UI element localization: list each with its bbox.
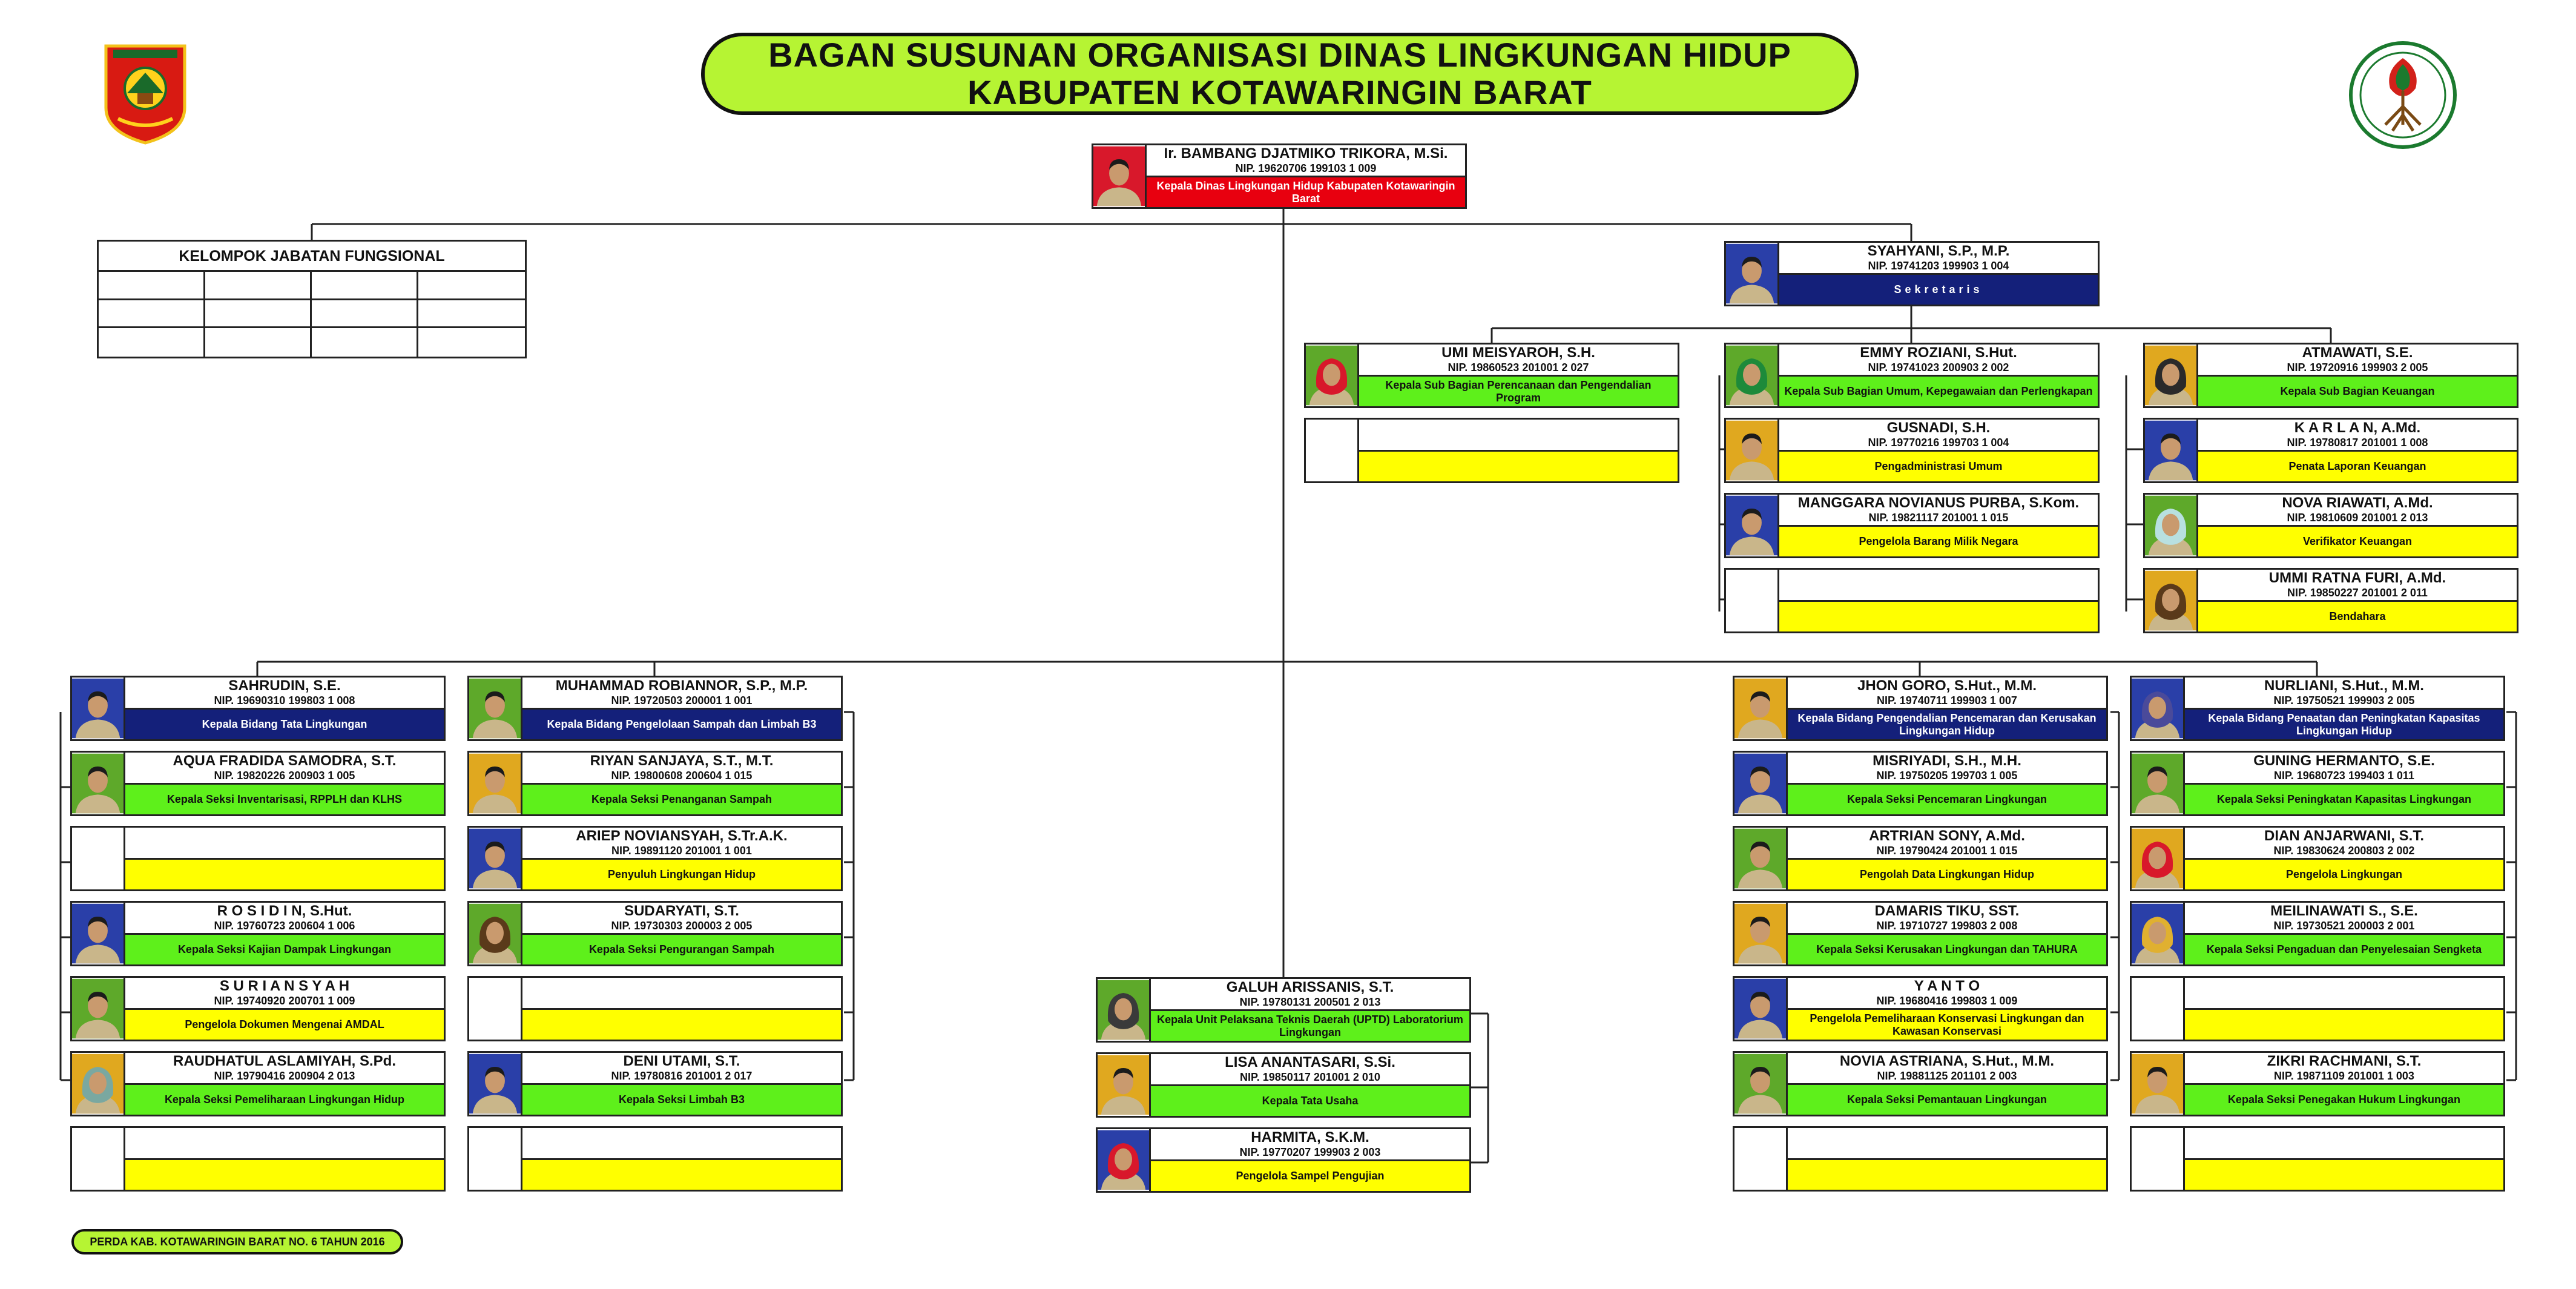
staff-name: LISA ANANTASARI, S.Si.	[1225, 1054, 1395, 1070]
staff-card	[1724, 343, 2100, 408]
staff-nip: NIP. 19780817 201001 1 008	[2287, 437, 2428, 449]
staff-nip	[1779, 586, 2098, 599]
staff-name: Ir. BAMBANG DJATMIKO TRIKORA, M.Si.	[1164, 145, 1448, 161]
staff-photo	[1093, 145, 1147, 207]
staff-role: Penata Laporan Keuangan	[2198, 450, 2517, 481]
fungsional-cell	[99, 328, 205, 357]
staff-photo	[1734, 903, 1788, 964]
staff-name	[1779, 570, 2098, 585]
staff-nip: NIP. 19710727 199803 2 008	[1876, 920, 2018, 932]
staff-role	[1788, 1158, 2106, 1190]
chart-title-line2: KABUPATEN KOTAWARINGIN BARAT	[967, 73, 1592, 111]
staff-name	[2185, 978, 2503, 994]
chart-title-banner	[701, 33, 1859, 115]
staff-nip	[125, 1144, 444, 1158]
staff-nip	[1359, 436, 1678, 449]
staff-role: Pengelola Pemeliharaan Konservasi Lingkungan dan Kawasan Konservasi	[1788, 1008, 2106, 1040]
staff-card	[467, 826, 843, 891]
staff-role: Kepala Seksi Kerusakan Lingkungan dan TAHURA	[1788, 933, 2106, 964]
staff-role: Pengelola Lingkungan	[2185, 858, 2503, 889]
staff-photo	[1734, 978, 1788, 1040]
staff-nip: NIP. 19820226 200903 1 005	[214, 770, 355, 782]
fungsional-cell	[99, 300, 205, 329]
staff-nip: NIP. 19790416 200904 2 013	[214, 1070, 355, 1082]
staff-name: SAHRUDIN, S.E.	[228, 677, 341, 693]
staff-card	[1096, 1127, 1471, 1193]
staff-nip: NIP. 19741023 200903 2 002	[1868, 361, 2009, 374]
staff-name: RAUDHATUL ASLAMIYAH, S.Pd.	[173, 1053, 396, 1069]
staff-name: DENI UTAMI, S.T.	[623, 1053, 740, 1069]
staff-name: GUSNADI, S.H.	[1886, 420, 1991, 435]
staff-role: Pengelola Sampel Pengujian	[1151, 1159, 1469, 1191]
staff-photo	[2145, 420, 2198, 481]
staff-nip	[522, 1144, 841, 1158]
staff-card	[1733, 826, 2108, 891]
staff-name: MISRIYADI, S.H., M.H.	[1873, 753, 2021, 768]
staff-nip: NIP. 19690310 199803 1 008	[214, 694, 355, 707]
staff-name: JHON GORO, S.Hut., M.M.	[1857, 677, 2037, 693]
staff-role: Pengolah Data Lingkungan Hidup	[1788, 858, 2106, 889]
vacant-position-card	[70, 1126, 446, 1192]
vacant-position-card	[467, 1126, 843, 1192]
staff-name	[125, 828, 444, 843]
chart-title-line1: BAGAN SUSUNAN ORGANISASI DINAS LINGKUNGAN HIDUP	[768, 36, 1791, 74]
staff-name: MUHAMMAD ROBIANNOR, S.P., M.P.	[555, 677, 808, 693]
staff-card	[1733, 751, 2108, 816]
fungsional-title: KELOMPOK JABATAN FUNGSIONAL	[99, 242, 525, 272]
staff-role	[2185, 1008, 2503, 1040]
staff-nip: NIP. 19750521 199903 2 005	[2273, 694, 2415, 707]
staff-role	[1779, 600, 2098, 631]
lingkungan-hidup-emblem-logo	[2348, 40, 2458, 150]
staff-name: UMMI RATNA FURI, A.Md.	[2268, 570, 2446, 585]
staff-card	[467, 901, 843, 966]
staff-nip: NIP. 19891120 201001 1 001	[611, 845, 752, 857]
staff-role: Kepala Bidang Penaatan dan Peningkatan Kapasitas Lingkungan Hidup	[2185, 708, 2503, 739]
staff-role: Kepala Seksi Pencemaran Lingkungan	[1788, 783, 2106, 814]
staff-photo	[1306, 420, 1359, 481]
staff-name	[522, 1128, 841, 1144]
staff-card	[2130, 901, 2505, 966]
staff-nip: NIP. 19830624 200803 2 002	[2273, 845, 2415, 857]
staff-photo	[1098, 1054, 1151, 1116]
staff-name: ZIKRI RACHMANI, S.T.	[2267, 1053, 2422, 1069]
staff-photo	[1726, 495, 1779, 556]
staff-card	[467, 1051, 843, 1116]
staff-photo	[1734, 1053, 1788, 1115]
staff-card	[70, 901, 446, 966]
staff-name: R O S I D I N, S.Hut.	[217, 903, 352, 918]
staff-role: Kepala Sub Bagian Perencanaan dan Pengendalian Program	[1359, 375, 1678, 406]
staff-role: Kepala Seksi Pemantauan Lingkungan	[1788, 1083, 2106, 1115]
staff-name: SYAHYANI, S.P., M.P.	[1867, 243, 2010, 259]
staff-card	[1733, 676, 2108, 741]
fungsional-cell	[205, 328, 312, 357]
staff-photo	[469, 1053, 522, 1115]
staff-photo	[2145, 570, 2198, 631]
staff-role: Kepala Tata Usaha	[1151, 1084, 1469, 1116]
staff-photo	[469, 828, 522, 889]
staff-nip: NIP. 19770207 199903 2 003	[1239, 1146, 1381, 1158]
fungsional-cell	[418, 272, 525, 300]
staff-card	[1733, 1051, 2108, 1116]
staff-role: Bendahara	[2198, 600, 2517, 631]
staff-card	[2130, 826, 2505, 891]
staff-nip	[522, 994, 841, 1007]
staff-role: Sekretaris	[1779, 273, 2098, 305]
staff-role: Pengelola Dokumen Mengenai AMDAL	[125, 1008, 444, 1040]
staff-card	[2143, 493, 2518, 558]
staff-role: Kepala Seksi Kajian Dampak Lingkungan	[125, 933, 444, 964]
vacant-position-card	[2130, 976, 2505, 1041]
staff-name: GALUH ARISSANIS, S.T.	[1226, 979, 1394, 995]
staff-nip: NIP. 19720916 199903 2 005	[2287, 361, 2428, 374]
staff-name	[1788, 1128, 2106, 1144]
staff-name: Y A N T O	[1914, 978, 1980, 994]
staff-nip: NIP. 19620706 199103 1 009	[1235, 162, 1377, 174]
staff-card	[1096, 1052, 1471, 1118]
staff-role: Kepala Dinas Lingkungan Hidup Kabupaten Kotawaringin Barat	[1147, 176, 1465, 207]
staff-role	[125, 1158, 444, 1190]
staff-role	[2185, 1158, 2503, 1190]
staff-nip	[125, 844, 444, 857]
staff-photo	[1734, 1128, 1788, 1190]
kabupaten-emblem-logo	[100, 41, 191, 145]
staff-role: Kepala Seksi Limbah B3	[522, 1083, 841, 1115]
staff-card	[467, 751, 843, 816]
staff-nip: NIP. 19740711 199903 1 007	[1877, 694, 2017, 707]
staff-nip: NIP. 19780131 200501 2 013	[1239, 996, 1381, 1008]
staff-nip: NIP. 19770216 199703 1 004	[1868, 437, 2009, 449]
staff-card	[1304, 343, 1679, 408]
staff-photo	[2132, 677, 2185, 739]
staff-name: DAMARIS TIKU, SST.	[1874, 903, 2020, 918]
vacant-position-card	[1724, 568, 2100, 633]
staff-photo	[1734, 828, 1788, 889]
staff-role	[1359, 450, 1678, 481]
staff-photo	[2132, 1053, 2185, 1115]
staff-card	[1733, 976, 2108, 1041]
staff-photo	[2132, 1128, 2185, 1190]
staff-photo	[2145, 345, 2198, 406]
fungsional-cell	[312, 328, 418, 357]
staff-role: Kepala Seksi Penanganan Sampah	[522, 783, 841, 814]
staff-nip: NIP. 19730303 200003 2 005	[611, 920, 753, 932]
staff-card	[70, 751, 446, 816]
staff-name: ARIEP NOVIANSYAH, S.Tr.A.K.	[576, 828, 788, 843]
staff-photo	[72, 1053, 125, 1115]
staff-name: GUNING HERMANTO, S.E.	[2253, 753, 2435, 768]
staff-photo	[2132, 828, 2185, 889]
staff-name: SUDARYATI, S.T.	[624, 903, 739, 918]
staff-role: Kepala Sub Bagian Keuangan	[2198, 375, 2517, 406]
staff-name: HARMITA, S.K.M.	[1251, 1129, 1369, 1145]
staff-nip: NIP. 19741203 199903 1 004	[1868, 260, 2009, 272]
staff-name: DIAN ANJARWANI, S.T.	[2264, 828, 2425, 843]
staff-photo	[1306, 345, 1359, 406]
staff-nip: NIP. 19860523 201001 2 027	[1448, 361, 1589, 374]
fungsional-cell	[312, 272, 418, 300]
staff-name: EMMY ROZIANI, S.Hut.	[1860, 345, 2017, 360]
staff-photo	[1726, 570, 1779, 631]
staff-name: MEILINAWATI S., S.E.	[2270, 903, 2418, 918]
staff-nip: NIP. 19720503 200001 1 001	[611, 694, 753, 707]
staff-photo	[2132, 753, 2185, 814]
staff-photo	[1734, 677, 1788, 739]
staff-photo	[469, 1128, 522, 1190]
staff-photo	[72, 828, 125, 889]
staff-photo	[72, 903, 125, 964]
vacant-position-card	[1304, 418, 1679, 483]
staff-role: Kepala Seksi Inventarisasi, RPPLH dan KLHS	[125, 783, 444, 814]
staff-name: ARTRIAN SONY, A.Md.	[1869, 828, 2025, 843]
staff-card	[1724, 493, 2100, 558]
staff-card	[467, 676, 843, 741]
staff-name: S U R I A N S Y A H	[219, 978, 350, 994]
staff-role	[522, 1158, 841, 1190]
staff-photo	[1726, 345, 1779, 406]
staff-card	[70, 1051, 446, 1116]
staff-card	[70, 676, 446, 741]
staff-card	[1724, 418, 2100, 483]
staff-photo	[469, 978, 522, 1040]
staff-photo	[1726, 243, 1779, 305]
staff-name: K A R L A N, A.Md.	[2294, 420, 2421, 435]
staff-photo	[72, 978, 125, 1040]
staff-role: Kepala Seksi Penegakan Hukum Lingkungan	[2185, 1083, 2503, 1115]
fungsional-cell	[205, 300, 312, 329]
fungsional-cell	[205, 272, 312, 300]
staff-card	[2130, 676, 2505, 741]
staff-photo	[469, 903, 522, 964]
staff-role: Verifikator Keuangan	[2198, 525, 2517, 556]
staff-nip: NIP. 19810609 201001 2 013	[2287, 512, 2428, 524]
staff-nip	[1788, 1144, 2106, 1158]
staff-role: Pengadministrasi Umum	[1779, 450, 2098, 481]
staff-photo	[1734, 753, 1788, 814]
staff-name	[522, 978, 841, 994]
staff-nip: NIP. 19750205 199703 1 005	[1876, 770, 2018, 782]
staff-role: Pengelola Barang Milik Negara	[1779, 525, 2098, 556]
staff-photo	[1726, 420, 1779, 481]
staff-nip: NIP. 19881125 201101 2 003	[1877, 1070, 2017, 1082]
staff-nip: NIP. 19740920 200701 1 009	[214, 995, 355, 1007]
staff-card	[2143, 568, 2518, 633]
staff-name: MANGGARA NOVIANUS PURBA, S.Kom.	[1797, 495, 2080, 510]
staff-name: UMI MEISYAROH, S.H.	[1441, 345, 1595, 360]
staff-photo	[2145, 495, 2198, 556]
staff-role: Kepala Bidang Pengelolaan Sampah dan Limbah B3	[522, 708, 841, 739]
fungsional-cell	[312, 300, 418, 329]
vacant-position-card	[467, 976, 843, 1041]
staff-name	[2185, 1128, 2503, 1144]
vacant-position-card	[70, 826, 446, 891]
staff-role	[522, 1008, 841, 1040]
staff-photo	[72, 1128, 125, 1190]
kelompok-jabatan-fungsional-table	[97, 240, 527, 358]
staff-card	[1724, 241, 2100, 306]
staff-photo	[2132, 978, 2185, 1040]
staff-nip: NIP. 19680723 199403 1 011	[2274, 770, 2414, 782]
staff-nip: NIP. 19871109 201001 1 003	[2274, 1070, 2414, 1082]
staff-nip	[2185, 994, 2503, 1007]
fungsional-cell	[99, 272, 205, 300]
staff-nip: NIP. 19680416 199803 1 009	[1876, 995, 2018, 1007]
perda-footer-note: PERDA KAB. KOTAWARINGIN BARAT NO. 6 TAHUN 2016	[71, 1229, 403, 1254]
staff-card	[2143, 343, 2518, 408]
staff-role: Kepala Bidang Pengendalian Pencemaran dan Kerusakan Lingkungan Hidup	[1788, 708, 2106, 739]
staff-name: NOVIA ASTRIANA, S.Hut., M.M.	[1839, 1053, 2055, 1069]
staff-nip	[2185, 1144, 2503, 1158]
staff-name: NOVA RIAWATI, A.Md.	[2282, 495, 2433, 510]
staff-role: Kepala Seksi Pengurangan Sampah	[522, 933, 841, 964]
staff-card	[1096, 977, 1471, 1043]
staff-role: Kepala Sub Bagian Umum, Kepegawaian dan Perlengkapan	[1779, 375, 2098, 406]
fungsional-cell	[418, 328, 525, 357]
staff-nip: NIP. 19850227 201001 2 011	[2287, 587, 2428, 599]
staff-photo	[2132, 903, 2185, 964]
staff-name	[1359, 420, 1678, 435]
staff-photo	[72, 677, 125, 739]
staff-nip: NIP. 19760723 200604 1 006	[214, 920, 355, 932]
staff-card	[2130, 751, 2505, 816]
staff-card	[70, 976, 446, 1041]
staff-name	[125, 1128, 444, 1144]
staff-nip: NIP. 19790424 201001 1 015	[1876, 845, 2018, 857]
staff-role	[125, 858, 444, 889]
staff-role: Kepala Seksi Pengaduan dan Penyelesaian Sengketa	[2185, 933, 2503, 964]
staff-role: Kepala Unit Pelaksana Teknis Daerah (UPTD) Laboratorium Lingkungan	[1151, 1009, 1469, 1041]
staff-role: Kepala Bidang Tata Lingkungan	[125, 708, 444, 739]
staff-photo	[469, 753, 522, 814]
staff-nip: NIP. 19780816 201001 2 017	[611, 1070, 753, 1082]
staff-card	[1092, 143, 1467, 209]
vacant-position-card	[2130, 1126, 2505, 1192]
staff-photo	[469, 677, 522, 739]
staff-card	[1733, 901, 2108, 966]
staff-card	[2143, 418, 2518, 483]
staff-card	[2130, 1051, 2505, 1116]
staff-photo	[72, 753, 125, 814]
staff-name: AQUA FRADIDA SAMODRA, S.T.	[173, 753, 397, 768]
staff-nip: NIP. 19800608 200604 1 015	[611, 770, 753, 782]
staff-name: ATMAWATI, S.E.	[2302, 345, 2413, 360]
staff-nip: NIP. 19730521 200003 2 001	[2273, 920, 2415, 932]
staff-role: Kepala Seksi Pemeliharaan Lingkungan Hidup	[125, 1083, 444, 1115]
staff-nip: NIP. 19821117 201001 1 015	[1868, 512, 2009, 524]
staff-photo	[1098, 1129, 1151, 1191]
fungsional-cell	[418, 300, 525, 329]
staff-role: Kepala Seksi Peningkatan Kapasitas Lingkungan	[2185, 783, 2503, 814]
staff-role: Penyuluh Lingkungan Hidup	[522, 858, 841, 889]
staff-photo	[1098, 979, 1151, 1041]
staff-name: RIYAN SANJAYA, S.T., M.T.	[590, 753, 774, 768]
staff-nip: NIP. 19850117 201001 2 010	[1240, 1071, 1380, 1083]
vacant-position-card	[1733, 1126, 2108, 1192]
staff-name: NURLIANI, S.Hut., M.M.	[2264, 677, 2424, 693]
